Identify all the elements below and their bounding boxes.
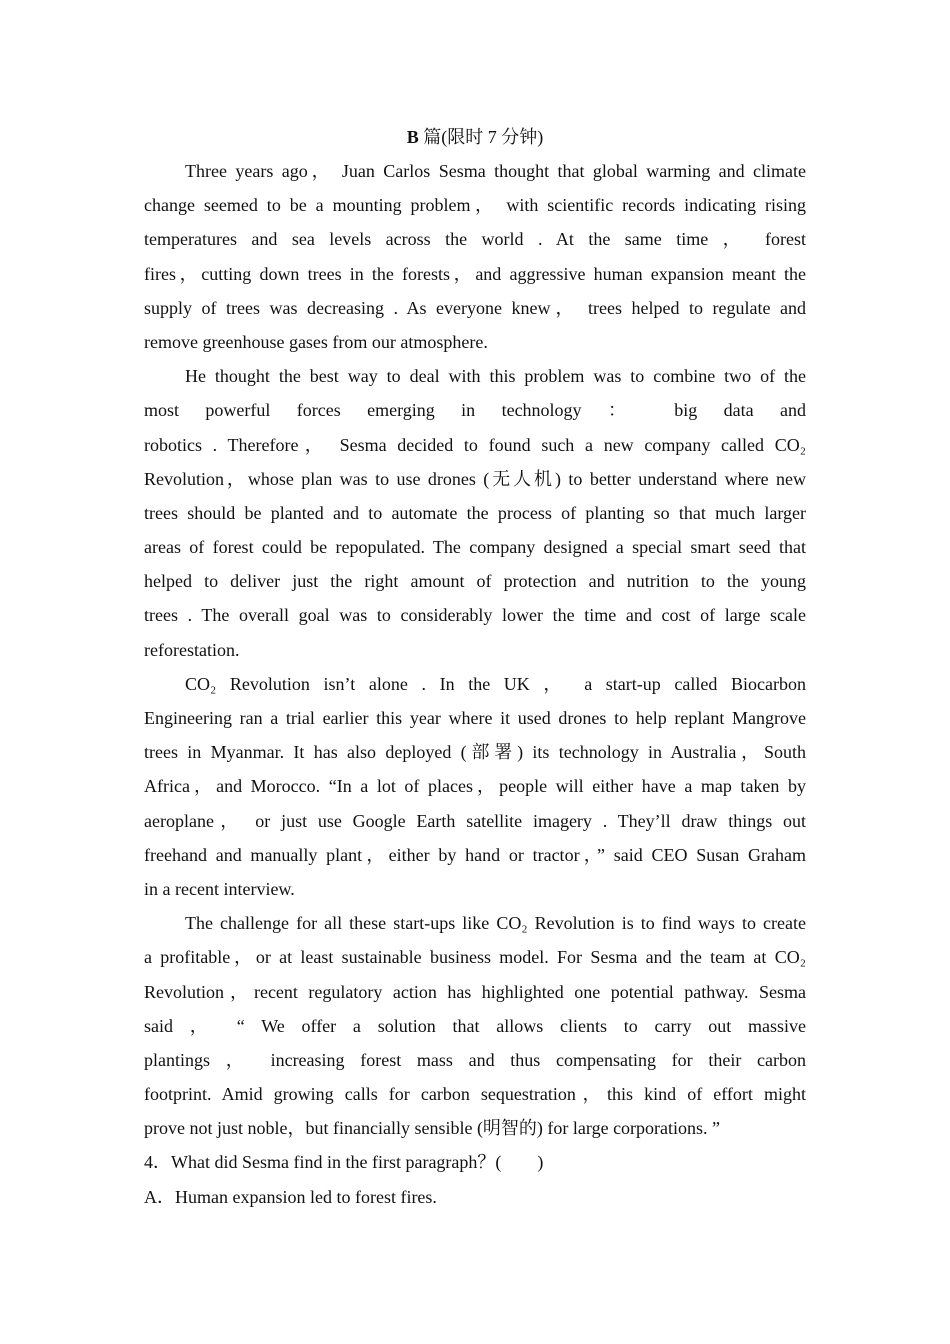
text-line: temperatures and sea levels across the world . At the same time ， forest: [144, 229, 806, 250]
text-line: remove greenhouse gases from our atmosphere.: [144, 331, 488, 352]
text-line: Three years ago， Juan Carlos Sesma thought that global warming and climate: [185, 161, 806, 181]
text-line: The challenge for all these start-ups like CO₂ Revolution is to find ways to create: [185, 913, 806, 934]
text-line: prove not just noble，but financially sensible (明智的) for large corporations. ”: [144, 1118, 721, 1139]
title-bold: B: [406, 127, 419, 147]
text-line: robotics . Therefore， Sesma decided to found such a new company called CO₂: [144, 434, 806, 455]
text-line: most powerful forces emerging in technology ： big data and: [144, 400, 806, 421]
text-line: plantings ， increasing forest mass and thus compensating for their carbon: [144, 1049, 806, 1070]
paragraph: [144, 359, 806, 667]
paragraph: [144, 154, 806, 359]
text-line: change seemed to be a mounting problem， with scientific records indicating rising: [144, 195, 806, 216]
text-line: said ， “ We offer a solution that allows clients to carry out massive: [144, 1015, 806, 1036]
text-line: fires，cutting down trees in the forests，and aggressive human expansion meant the: [144, 263, 806, 284]
text-line: aeroplane， or just use Google Earth satellite imagery . They’ll draw things out: [144, 810, 806, 831]
text-line: trees . The overall goal was to considerably lower the time and cost of large scale: [144, 605, 806, 626]
text-line: Revolution，recent regulatory action has highlighted one potential pathway. Sesma: [144, 981, 806, 1002]
passage: [144, 154, 806, 1145]
text-line: footprint. Amid growing calls for carbon sequestration，this kind of effort might: [144, 1084, 806, 1105]
text-line: He thought the best way to deal with this problem was to combine two of the: [185, 366, 806, 387]
text-line: trees in Myanmar. It has also deployed (部署) its technology in Australia，South: [144, 742, 806, 763]
text-line: a profitable，or at least sustainable business model. For Sesma and the team at CO₂: [144, 947, 806, 968]
text-line: Engineering ran a trial earlier this year where it used drones to help replant Mangrove: [144, 708, 806, 728]
paragraph: [144, 667, 806, 906]
text-line: reforestation.: [144, 639, 240, 660]
text-line: areas of forest could be repopulated. The company designed a special smart seed that: [144, 537, 806, 558]
paragraph: [144, 906, 806, 1145]
text-line: helped to deliver just the right amount of protection and nutrition to the young: [144, 571, 806, 592]
text-line: Africa，and Morocco. “In a lot of places，people will either have a map taken by: [144, 776, 806, 797]
question-stem: 4．What did Sesma find in the first paragraph？( ): [144, 1152, 544, 1173]
text-line: CO₂ Revolution isn’t alone . In the UK ， a start-up called Biocarbon: [185, 673, 806, 694]
text-line: in a recent interview.: [144, 878, 295, 899]
text-line: Revolution，whose plan was to use drones (无人机) to better understand where new: [144, 468, 806, 489]
section-title: [144, 120, 806, 154]
text-line: supply of trees was decreasing . As everyone knew， trees helped to regulate and: [144, 297, 806, 318]
text-line: trees should be planted and to automate the process of planting so that much larger: [144, 502, 806, 523]
answer-option-a: A．Human expansion led to forest fires.: [144, 1187, 437, 1208]
document-page: [144, 120, 806, 1215]
text-line: freehand and manually plant，either by hand or tractor，” said CEO Susan Graham: [144, 844, 806, 865]
title-rest: 篇(限时 7 分钟): [423, 127, 544, 147]
